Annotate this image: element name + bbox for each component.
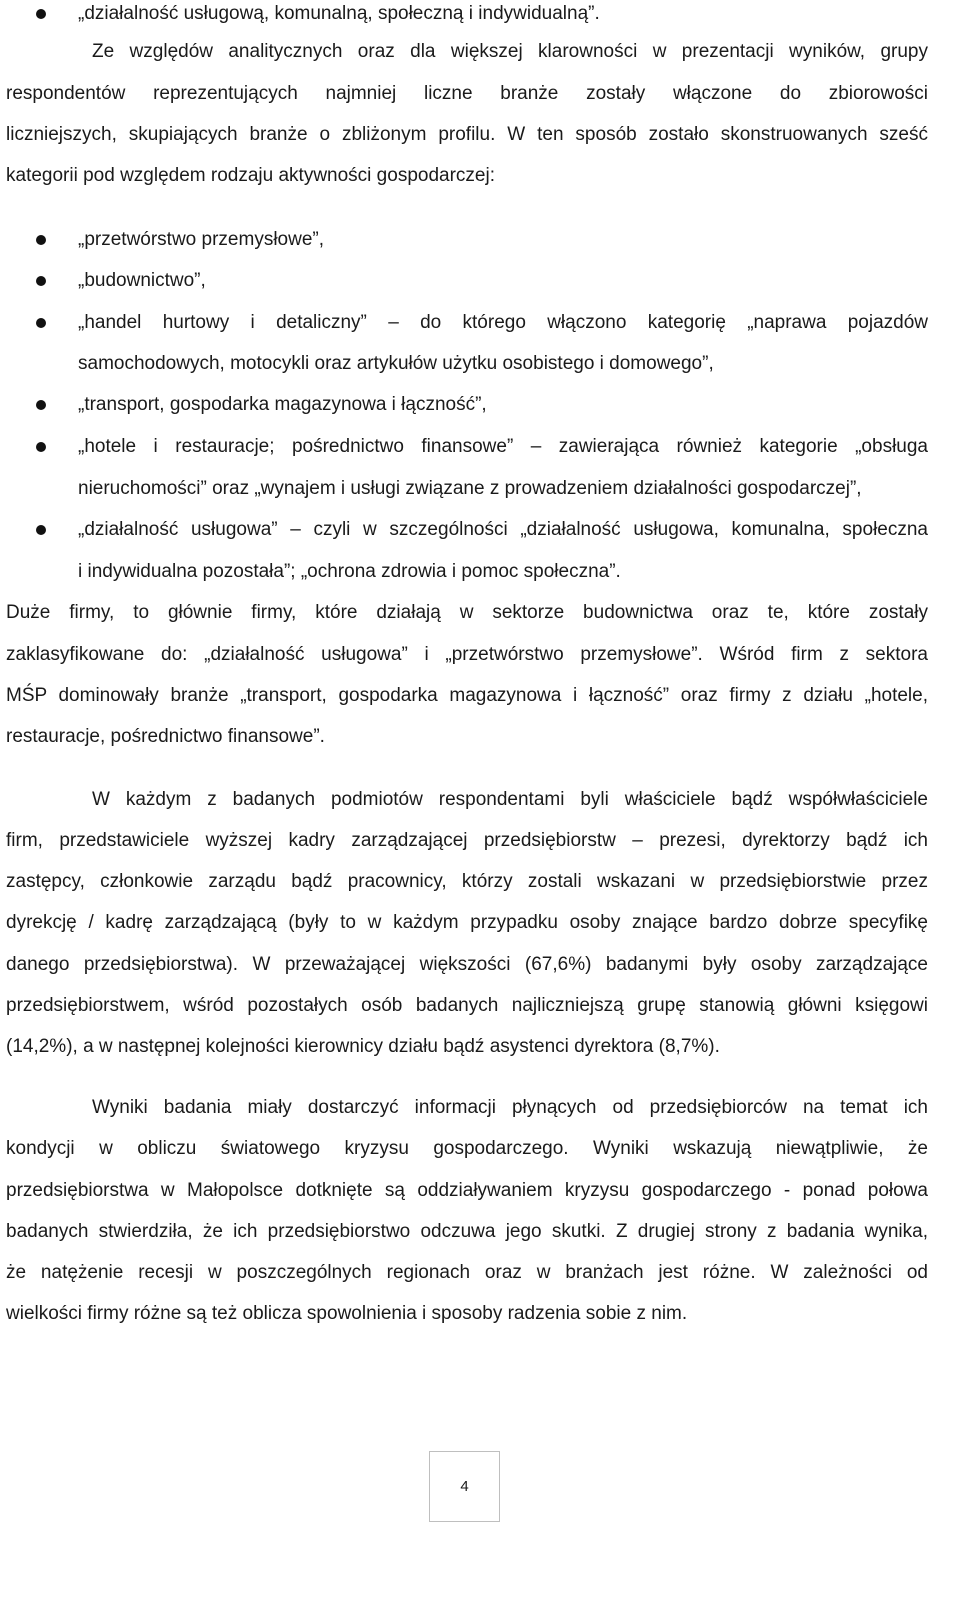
paragraph-line: przedsiębiorstwa w Małopolsce dotknięte są oddziaływaniem kryzysu gospodarczego - ponad połowa [6, 1180, 928, 1201]
paragraph-line: wielkości firmy różne są też oblicza spowolnienia i sposoby radzenia sobie z nim. [6, 1303, 688, 1324]
bullet-icon [36, 235, 46, 245]
paragraph-line: W każdym z badanych podmiotów respondentami byli właściciele bądź współwłaściciele [92, 789, 928, 810]
paragraph-line: liczniejszych, skupiających branże o zbliżonym profilu. W ten sposób zostało skonstruowanych sześć [6, 124, 928, 145]
list-item-text: „budownictwo”, [78, 270, 206, 291]
paragraph-line: Wyniki badania miały dostarczyć informacji płynących od przedsiębiorców na temat ich [92, 1097, 928, 1118]
bullet-icon [36, 400, 46, 410]
list-item-text: „przetwórstwo przemysłowe”, [78, 229, 324, 250]
page-number-text: 4 [460, 1478, 469, 1495]
paragraph-line: dyrekcję / kadrę zarządzającą (były to w każdym przypadku osoby znające bardzo dobrze specyfikę [6, 912, 928, 933]
list-item-text: „działalność usługową, komunalną, społeczną i indywidualną”. [78, 3, 600, 24]
list-item-text: „działalność usługowa” – czyli w szczególności „działalność usługowa, komunalna, społeczna [78, 519, 928, 540]
bullet-icon [36, 276, 46, 286]
paragraph-line: Duże firmy, to głównie firmy, które działają w sektorze budownictwa oraz te, które zostały [6, 602, 928, 623]
paragraph-line: zaklasyfikowane do: „działalność usługowa” i „przetwórstwo przemysłowe”. Wśród firm z sektora [6, 644, 928, 665]
bullet-icon [36, 9, 46, 19]
paragraph-line: firm, przedstawiciele wyższej kadry zarządzającej przedsiębiorstw – prezesi, dyrektorzy bądź ich [6, 830, 928, 851]
bullet-icon [36, 318, 46, 328]
paragraph-line: kategorii pod względem rodzaju aktywności gospodarczej: [6, 165, 495, 186]
list-item-text: „handel hurtowy i detaliczny” – do którego włączono kategorię „naprawa pojazdów [78, 312, 928, 333]
paragraph-line: respondentów reprezentujących najmniej liczne branże zostały włączone do zbiorowości [6, 83, 928, 104]
paragraph-line: (14,2%), a w następnej kolejności kierownicy działu bądź asystenci dyrektora (8,7%). [6, 1036, 720, 1057]
paragraph-line: danego przedsiębiorstwa). W przeważającej większości (67,6%) badanymi były osoby zarządzające [6, 954, 928, 975]
paragraph-line: że natężenie recesji w poszczególnych regionach oraz w branżach jest różne. W zależności od [6, 1262, 928, 1283]
page-number [429, 1451, 500, 1522]
paragraph-line: restauracje, pośrednictwo finansowe”. [6, 726, 325, 747]
list-item-text: „transport, gospodarka magazynowa i łączność”, [78, 394, 487, 415]
list-item-text: „hotele i restauracje; pośrednictwo finansowe” – zawierająca również kategorie „obsługa [78, 436, 928, 457]
list-item-continuation: nieruchomości” oraz „wynajem i usługi związane z prowadzeniem działalności gospodarczej”, [78, 478, 862, 499]
list-item-continuation: samochodowych, motocykli oraz artykułów użytku osobistego i domowego”, [78, 353, 714, 374]
list-item-continuation: i indywidualna pozostała”; „ochrona zdrowia i pomoc społeczna”. [78, 561, 621, 582]
paragraph-line: Ze względów analitycznych oraz dla większej klarowności w prezentacji wyników, grupy [92, 41, 928, 62]
paragraph-line: badanych stwierdziła, że ich przedsiębiorstwo odczuwa jego skutki. Z drugiej strony z badania wynika, [6, 1221, 928, 1242]
paragraph-line: przedsiębiorstwem, wśród pozostałych osób badanych najliczniejszą grupę stanowią główni księgowi [6, 995, 928, 1016]
bullet-icon [36, 442, 46, 452]
paragraph-line: zastępcy, członkowie zarządu bądź pracownicy, którzy zostali wskazani w przedsiębiorstwie przez [6, 871, 928, 892]
paragraph-line: MŚP dominowały branże „transport, gospodarka magazynowa i łączność” oraz firmy z działu „hotele, [6, 685, 928, 706]
paragraph-line: kondycji w obliczu światowego kryzysu gospodarczego. Wyniki wskazują niewątpliwie, że [6, 1138, 928, 1159]
bullet-icon [36, 525, 46, 535]
